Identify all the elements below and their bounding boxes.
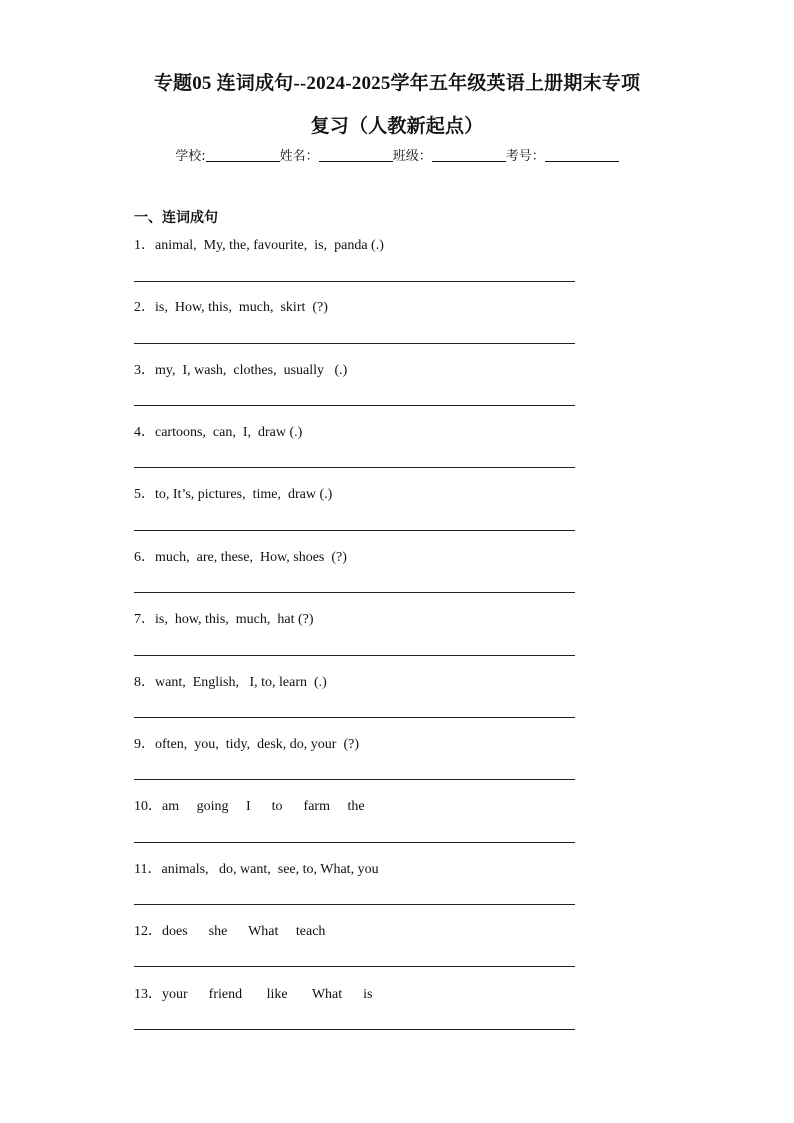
- question-number: 9．: [134, 737, 155, 752]
- question-words: often, you, tidy, desk, do, your (?): [155, 737, 359, 752]
- question-3: [134, 359, 347, 379]
- answer-line-13[interactable]: [134, 1029, 575, 1030]
- exam-no-label: 考号：: [505, 149, 545, 164]
- answer-line-2[interactable]: [134, 343, 575, 344]
- question-number: 11．: [134, 862, 162, 877]
- question-words: want, English, I, to, learn (.): [155, 675, 327, 690]
- question-10: [134, 795, 365, 815]
- section-heading: 一、连词成句: [134, 210, 218, 226]
- school-label: 学校:: [175, 149, 206, 164]
- question-7: [134, 608, 314, 628]
- answer-line-9[interactable]: [134, 779, 575, 780]
- question-number: 2．: [134, 300, 155, 315]
- question-words: animals, do, want, see, to, What, you: [161, 862, 379, 877]
- answer-line-12[interactable]: [134, 966, 575, 967]
- question-number: 6．: [134, 550, 155, 565]
- name-blank[interactable]: [319, 148, 393, 162]
- answer-line-7[interactable]: [134, 655, 575, 656]
- question-words: cartoons, can, I, draw (.): [155, 425, 303, 440]
- answer-line-5[interactable]: [134, 530, 575, 531]
- question-number: 3．: [134, 363, 155, 378]
- answer-line-6[interactable]: [134, 592, 575, 593]
- question-9: [134, 733, 359, 753]
- question-words: my, I, wash, clothes, usually (.): [155, 363, 348, 378]
- question-number: 10．: [134, 799, 162, 814]
- page-title-line-1: 专题05 连词成句--2024-2025学年五年级英语上册期末专项: [153, 73, 641, 94]
- student-info-row: [0, 145, 794, 164]
- answer-line-8[interactable]: [134, 717, 575, 718]
- question-number: 8．: [134, 675, 155, 690]
- question-number: 4．: [134, 425, 155, 440]
- question-words: your friend like What is: [162, 987, 373, 1002]
- question-words: to, It’s, pictures, time, draw (.): [155, 487, 333, 502]
- question-4: [134, 421, 302, 441]
- question-11: [134, 858, 379, 878]
- school-blank[interactable]: [206, 148, 280, 162]
- page-title-line-2: 复习（人教新起点）: [310, 116, 484, 137]
- question-words: is, How, this, much, skirt (?): [155, 300, 328, 315]
- exam-no-blank[interactable]: [545, 148, 619, 162]
- question-words: does she What teach: [162, 924, 326, 939]
- question-number: 5．: [134, 487, 155, 502]
- question-6: [134, 546, 347, 566]
- question-2: [134, 296, 328, 316]
- question-number: 1．: [134, 238, 155, 253]
- question-1: [134, 234, 384, 254]
- answer-line-4[interactable]: [134, 467, 575, 468]
- question-8: [134, 671, 327, 691]
- answer-line-10[interactable]: [134, 842, 575, 843]
- answer-line-3[interactable]: [134, 405, 575, 406]
- name-label: 姓名：: [279, 149, 319, 164]
- question-12: [134, 920, 325, 940]
- question-number: 7．: [134, 612, 155, 627]
- answer-line-11[interactable]: [134, 904, 575, 905]
- question-words: am going I to farm the: [162, 799, 365, 814]
- answer-line-1[interactable]: [134, 281, 575, 282]
- question-words: animal, My, the, favourite, is, panda (.): [155, 238, 384, 253]
- question-number: 12．: [134, 924, 162, 939]
- class-blank[interactable]: [432, 148, 506, 162]
- class-label: 班级：: [392, 149, 432, 164]
- question-words: is, how, this, much, hat (?): [155, 612, 314, 627]
- question-number: 13．: [134, 987, 162, 1002]
- question-13: [134, 983, 373, 1003]
- question-words: much, are, these, How, shoes (?): [155, 550, 347, 565]
- question-5: [134, 483, 332, 503]
